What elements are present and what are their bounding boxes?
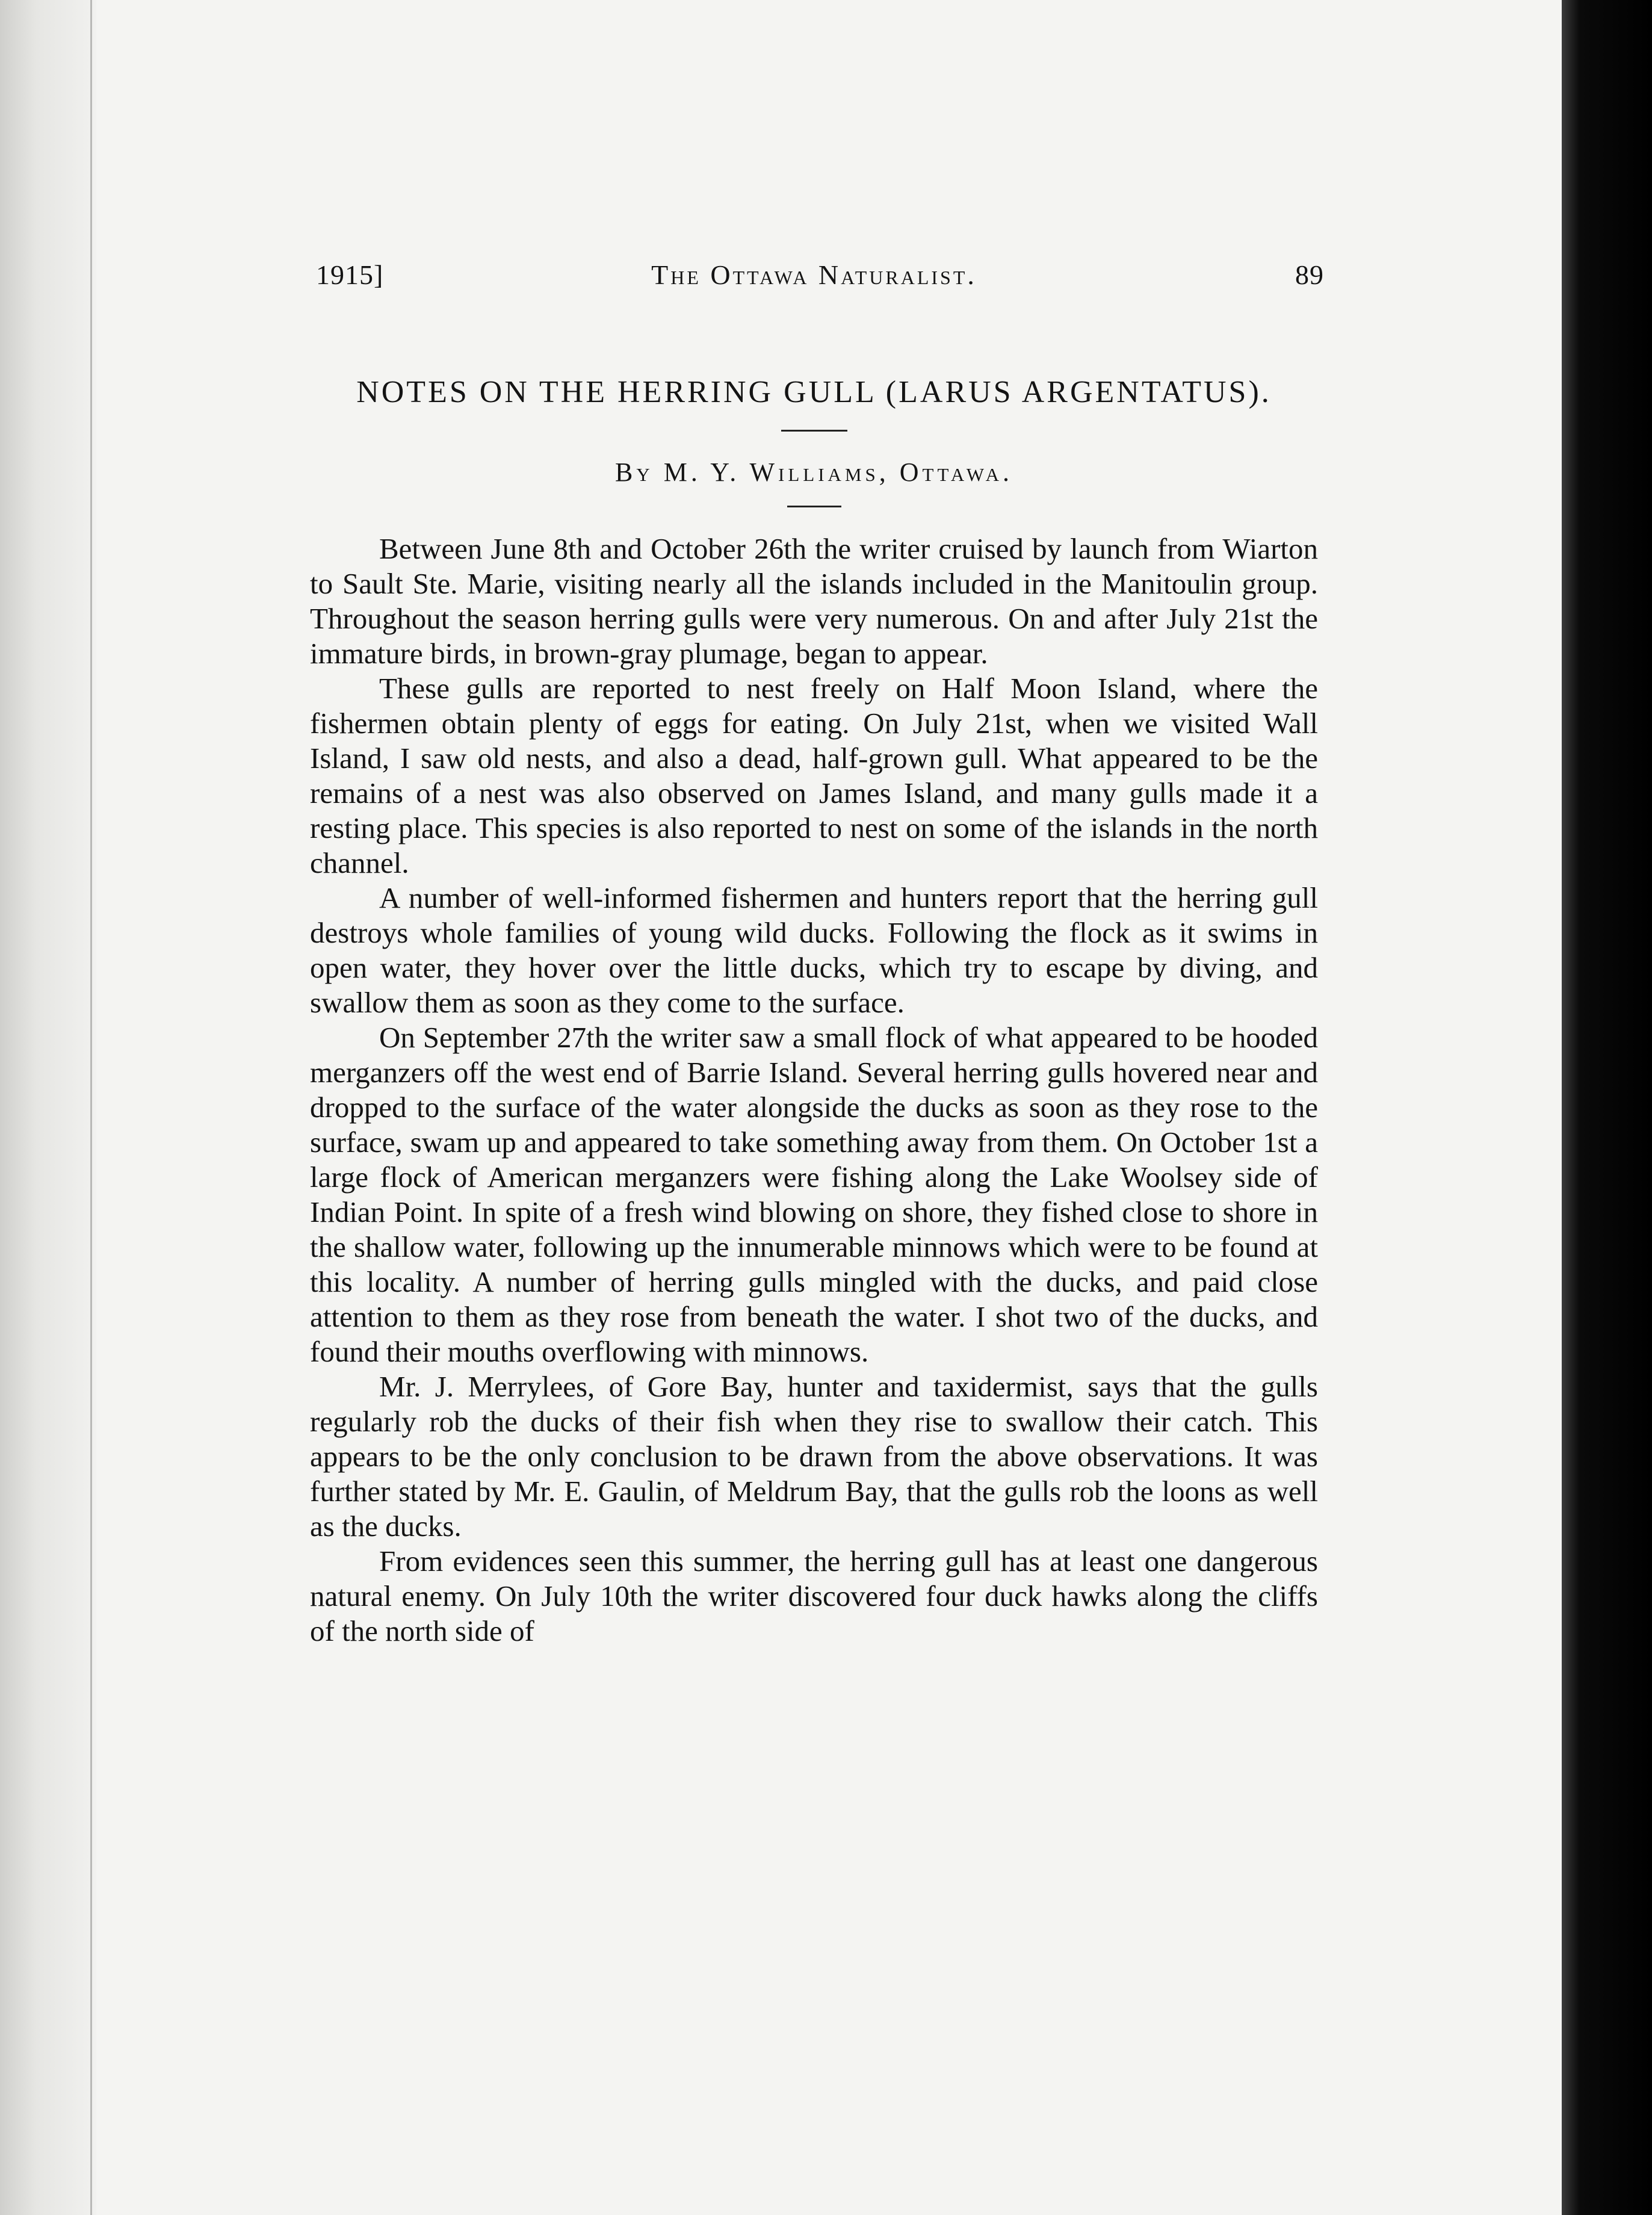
running-head <box>310 259 1324 307</box>
page-number: 89 <box>1295 259 1324 290</box>
title-rule <box>781 430 847 432</box>
scan-gutter-line <box>90 0 92 2215</box>
running-head-journal-title: The Ottawa Naturalist. <box>651 259 977 290</box>
paragraph: Mr. J. Merrylees, of Gore Bay, hunter and taxidermist, says that the gulls regularly rob the ducks of their fish when they rise to swallow their catch. This appears to be the only conclusion to be drawn from the above observations. It was further stated by Mr. E. Gaulin, of Meldrum Bay, that the gulls rob the loons as well as the ducks. <box>310 1370 1318 1543</box>
paragraph: From evidences seen this summer, the herring gull has at least one dangerous natural enemy. On July 10th the writer discovered four duck hawks along the cliffs of the north side of <box>310 1544 1318 1647</box>
paragraph: On September 27th the writer saw a small flock of what appeared to be hooded merganzers off the west end of Barrie Island. Several herring gulls hovered near and dropped to the surface of the water alongside the ducks as soon as they rose to the surface, swam up and appeared to take something away from them. On October 1st a large flock of American merganzers were fishing along the Lake Woolsey side of Indian Point. In spite of a fresh wind blowing on shore, they fished close to shore in the shallow water, following up the innumerable minnows which were to be found at this locality. A number of herring gulls mingled with the ducks, and paid close attention to them as they rose from beneath the water. I shot two of the ducks, and found their mouths overflowing with minnows. <box>310 1021 1318 1368</box>
article-byline: By M. Y. Williams, Ottawa. <box>614 457 1013 487</box>
byline-rule <box>787 506 841 507</box>
document-page <box>310 259 1324 1649</box>
article-title: NOTES ON THE HERRING GULL (LARUS ARGENTATUS). <box>356 375 1272 409</box>
running-head-year: 1915] <box>316 259 384 290</box>
scan-right-edge <box>1562 0 1652 2215</box>
article-body <box>310 531 1318 1649</box>
scan-left-gutter <box>0 0 96 2215</box>
paragraph: These gulls are reported to nest freely on Half Moon Island, where the fishermen obtain plenty of eggs for eating. On July 21st, when we visited Wall Island, I saw old nests, and also a dead, half-grown gull. What appeared to be the remains of a nest was also observed on James Island, and many gulls made it a resting place. This species is also reported to nest on some of the islands in the north channel. <box>310 672 1318 879</box>
paragraph: A number of well-informed fishermen and hunters report that the herring gull destroys whole families of young wild ducks. Following the flock as it swims in open water, they hover over the little ducks, which try to escape by diving, and swallow them as soon as they come to the surface. <box>310 881 1318 1019</box>
paragraph: Between June 8th and October 26th the writer cruised by launch from Wiarton to Sault Ste. Marie, visiting nearly all the islands included in the Manitoulin group. Throughout the season herring gulls were very numerous. On and after July 21st the immature birds, in brown-gray plumage, began to appear. <box>310 532 1318 670</box>
